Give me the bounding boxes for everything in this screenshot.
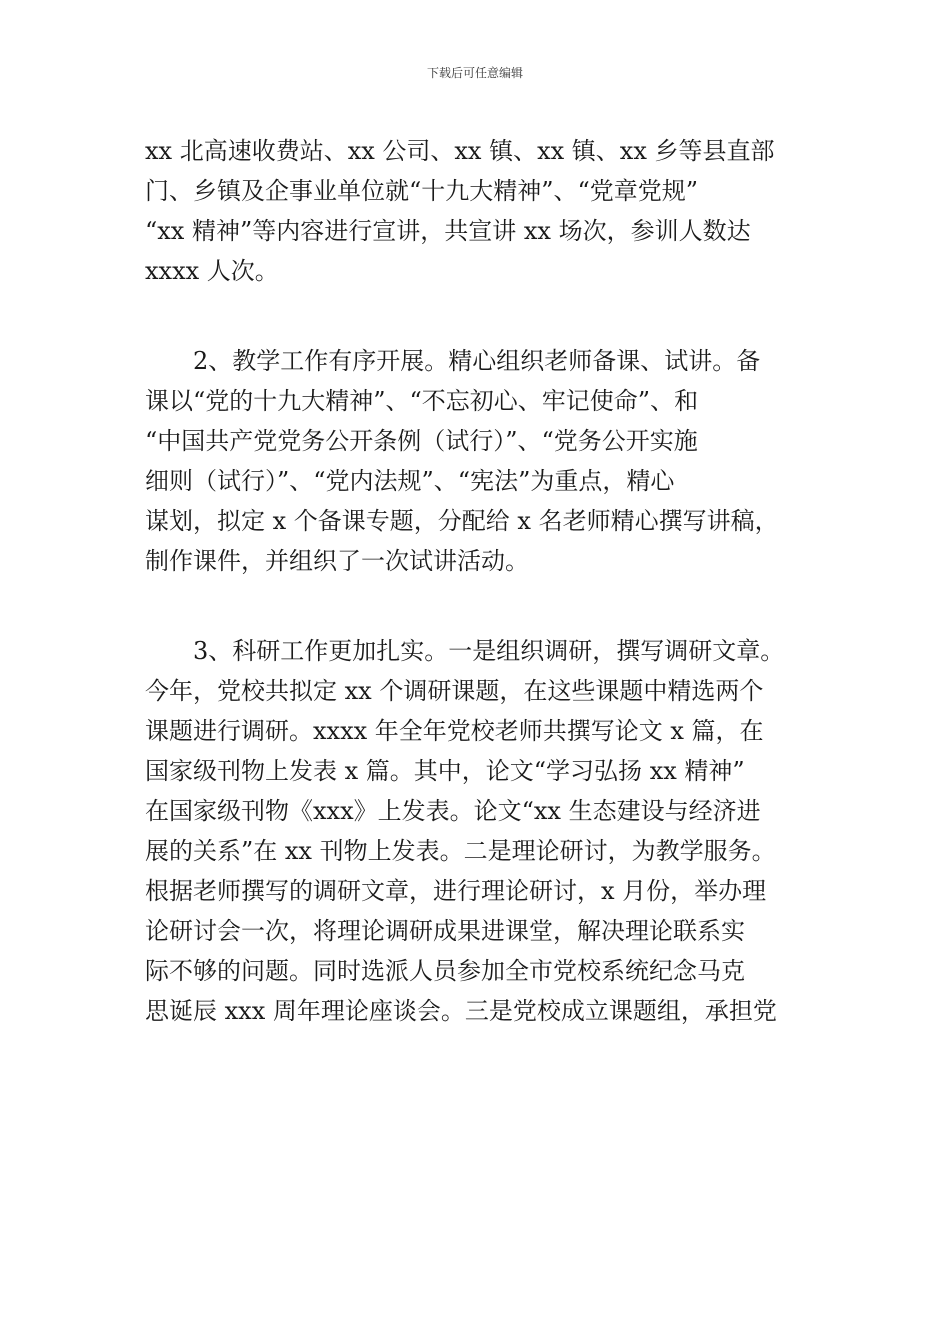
text-line: 课题进行调研。xxxx 年全年党校老师共撰写论文 x 篇，在 — [145, 717, 764, 745]
text-line: 国家级刊物上发表 x 篇。其中，论文“学习弘扬 xx 精神” — [145, 757, 745, 785]
text-line: xxxx 人次。 — [145, 257, 279, 285]
text-line: “中国共产党党务公开条例（试行）”、“党务公开实施 — [145, 427, 698, 455]
text-line: 门、乡镇及企事业单位就“十九大精神”、“党章党规” — [145, 177, 699, 205]
paragraph-gap — [145, 291, 845, 341]
text-line: 课以“党的十九大精神”、“不忘初心、牢记使命”、和 — [145, 387, 699, 415]
text-line: 细则（试行）”、“党内法规”、“宪法”为重点，精心 — [145, 467, 675, 495]
text-line: 思诞辰 xxx 周年理论座谈会。三是党校成立课题组，承担党 — [145, 997, 777, 1025]
text-line: 今年，党校共拟定 xx 个调研课题，在这些课题中精选两个 — [145, 677, 764, 705]
paragraph-gap — [145, 581, 845, 631]
document-body — [145, 131, 845, 1031]
text-line: 论研讨会一次，将理论调研成果进课堂，解决理论联系实 — [145, 917, 745, 945]
text-line: 2、教学工作有序开展。精心组织老师备课、试讲。备 — [145, 347, 761, 375]
text-line: “xx 精神”等内容进行宣讲，共宣讲 xx 场次，参训人数达 — [145, 217, 751, 245]
text-line: 在国家级刊物《xxx》上发表。论文“xx 生态建设与经济进 — [145, 797, 761, 825]
text-line: 展的关系”在 xx 刊物上发表。二是理论研讨，为教学服务。 — [145, 837, 776, 865]
paragraph-3 — [145, 631, 845, 1031]
text-line: 谋划，拟定 x 个备课专题，分配给 x 名老师精心撰写讲稿， — [145, 507, 779, 535]
paragraph-2 — [145, 341, 845, 581]
paragraph-1 — [145, 131, 845, 291]
text-line: 制作课件，并组织了一次试讲活动。 — [145, 547, 529, 575]
page-header: 下载后可任意编辑 — [426, 66, 523, 80]
text-line: 根据老师撰写的调研文章，进行理论研讨，x 月份，举办理 — [145, 877, 767, 905]
text-line: 际不够的问题。同时选派人员参加全市党校系统纪念马克 — [145, 957, 745, 985]
text-line: xx 北高速收费站、xx 公司、xx 镇、xx 镇、xx 乡等县直部 — [145, 137, 775, 165]
text-line: 3、科研工作更加扎实。一是组织调研，撰写调研文章。 — [145, 637, 785, 665]
